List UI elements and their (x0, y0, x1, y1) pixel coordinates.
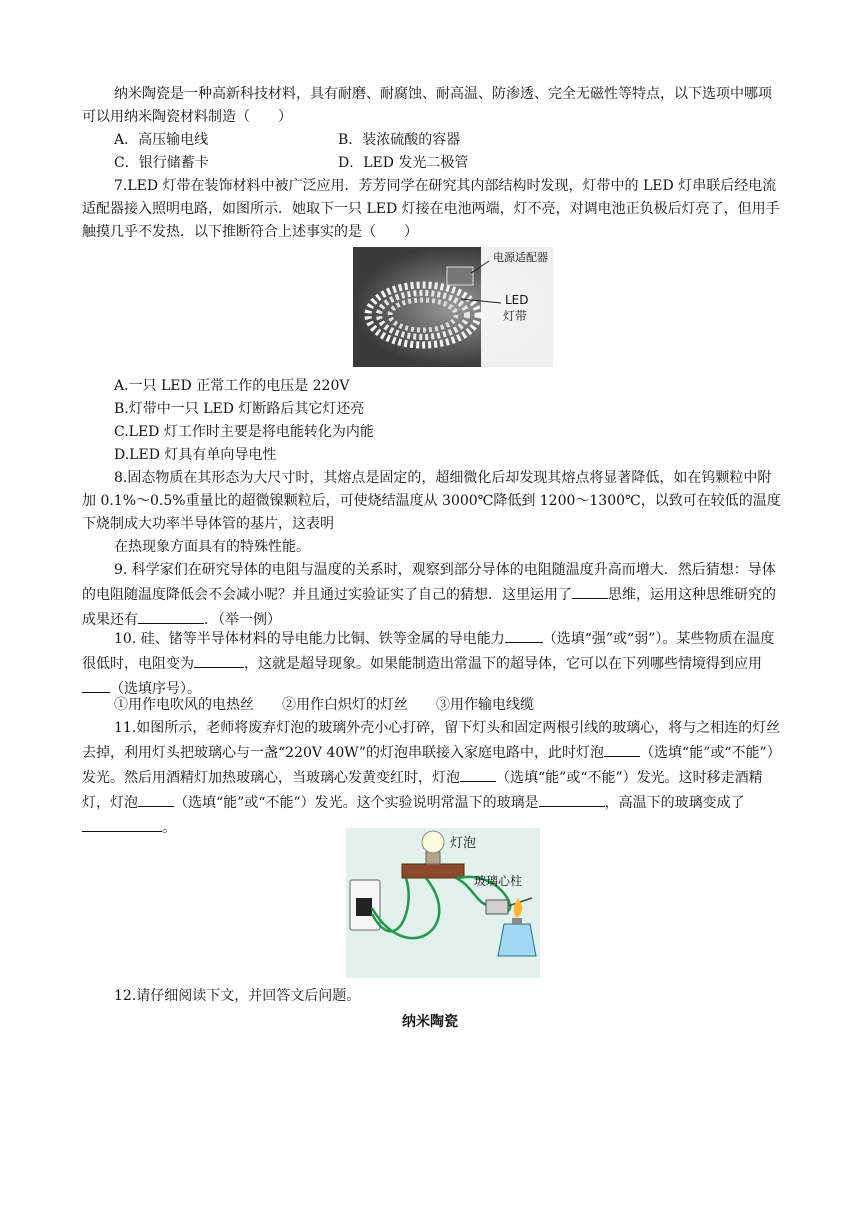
q7-option-a: A.一只 LED 正常工作的电压是 220V (114, 378, 350, 394)
q10-text-4: （选填序号）。 (110, 681, 201, 697)
q11-blank-4[interactable] (539, 790, 605, 807)
q9-text-3: ．（举一例） (204, 612, 281, 628)
q7-option-b: B.灯带中一只 LED 灯断路后其它灯还亮 (114, 401, 365, 417)
q10-text-1: 10. 硅、锗等半导体材料的导电能力比铜、铁等金属的导电能力 (114, 631, 505, 647)
q7-stem: 7.LED 灯带在装饰材料中被广泛应用．芳芳同学在研究其内部结构时发现，灯带中的 LED 灯串联后经电流适配器接入照明电路，如图所示．她取下一只 LED 灯接在电池两端，灯不亮，对调电池正负极后灯亮了，但用手触摸几乎不发热．以下推断符合上述事实的是（ ） (82, 178, 780, 240)
q10-text-2: （选填“强”或“弱”）。某些物质在温度很低时，电阻变为 (82, 631, 775, 672)
q10-text-3: ，这就是超导现象。如果能制造出常温下的超导体，它可以在下列哪些情境得到应用 (244, 656, 762, 672)
q11-blank-1[interactable] (604, 740, 640, 757)
q11-text-3: （选填“能”或“不能”）发光。这时移走酒精灯，灯泡 (82, 770, 763, 811)
q7-option-c: C.LED 灯工作时主要是将电能转化为内能 (114, 424, 374, 440)
q11-text-6: 。 (162, 820, 176, 836)
q7-option-d: D.LED 灯具有单向导电性 (114, 447, 277, 463)
q11-text-1: 11.如图所示，老师将废弃灯泡的玻璃外壳小心打碎，留下灯头和固定两根引线的玻璃心，将与之相连的灯丝去掉，利用灯头把玻璃心与一盏“220V 40W”的灯泡串联接入家庭电路中，此时灯泡 (82, 720, 781, 761)
q9-text-2: 思维，运用这种思维研究的成果还有 (82, 587, 776, 628)
q10-choices: ①用作电吹风的电热丝 ②用作白炽灯的灯丝 ③用作输电线缆 (114, 697, 534, 713)
q12-stem: 12.请仔细阅读下文，并回答文后问题。 (114, 988, 361, 1004)
q11-blank-3[interactable] (138, 790, 174, 807)
q9-text-1: 9. 科学家们在研究导体的电阻与温度的关系时，观察到部分导体的电阻随温度升高而增大．然后猜想：导体的电阻随温度降低会不会减小呢？并且通过实验证实了自己的猜想．这里运用了 (82, 562, 776, 603)
strip-label: 灯带 (503, 309, 528, 323)
q8-stem: 8.固态物质在其形态为大尺寸时，其熔点是固定的，超细微化后却发现其熔点将显著降低，如在钨颗粒中附加 0.1%～0.5%重量比的超微镍颗粒后，可使烧结温度从 3000℃降低到 1200～1300℃，以致可在较低的温度下烧制成大功率半导体管的基片，这表明 (82, 470, 781, 532)
q10-blank-3[interactable] (82, 676, 110, 693)
q6-option-c: C．银行储蓄卡 (114, 155, 209, 171)
q11-text-4: （选填“能”或“不能”）发光。这个实验说明常温下的玻璃是 (174, 795, 539, 811)
q11-text-5: ，高温下的玻璃变成了 (604, 795, 745, 811)
q10-stem (82, 626, 782, 701)
q10-blank-1[interactable] (505, 626, 543, 643)
led-strip-figure (353, 247, 553, 367)
q6-option-a: A．高压输电线 (114, 132, 209, 148)
adapter-label: 电源适配器 (493, 251, 548, 264)
q6-option-d: D．LED 发光二极管 (338, 155, 469, 171)
q11-stem (82, 717, 782, 840)
q9-blank-2[interactable] (138, 607, 204, 624)
q11-text-2: （选填“能”或“不能”）发光。然后用酒精灯加热玻璃心，当玻璃心发黄变红时，灯泡 (82, 745, 781, 786)
q11-blank-5[interactable] (82, 815, 162, 832)
q10-blank-2[interactable] (194, 651, 244, 668)
article-title: 纳米陶瓷 (402, 1014, 458, 1030)
q6-option-b: B．装浓硫酸的容器 (338, 132, 461, 148)
bulb-glass-experiment-figure (346, 828, 540, 978)
bulb-label: 灯泡 (450, 836, 477, 851)
q11-blank-2[interactable] (460, 765, 496, 782)
glass-stem-label: 玻璃心柱 (474, 874, 523, 888)
q6-stem: 纳米陶瓷是一种高新科技材料，具有耐磨、耐腐蚀、耐高温、防渗透、完全无磁性等特点，以下选项中哪项可以用纳米陶瓷材料制造（ ） (82, 86, 772, 125)
q8-tail: 在热现象方面具有的特殊性能。 (114, 539, 310, 555)
q9-blank-1[interactable] (572, 582, 608, 599)
q9-stem (82, 559, 782, 632)
led-label: LED (505, 293, 529, 307)
